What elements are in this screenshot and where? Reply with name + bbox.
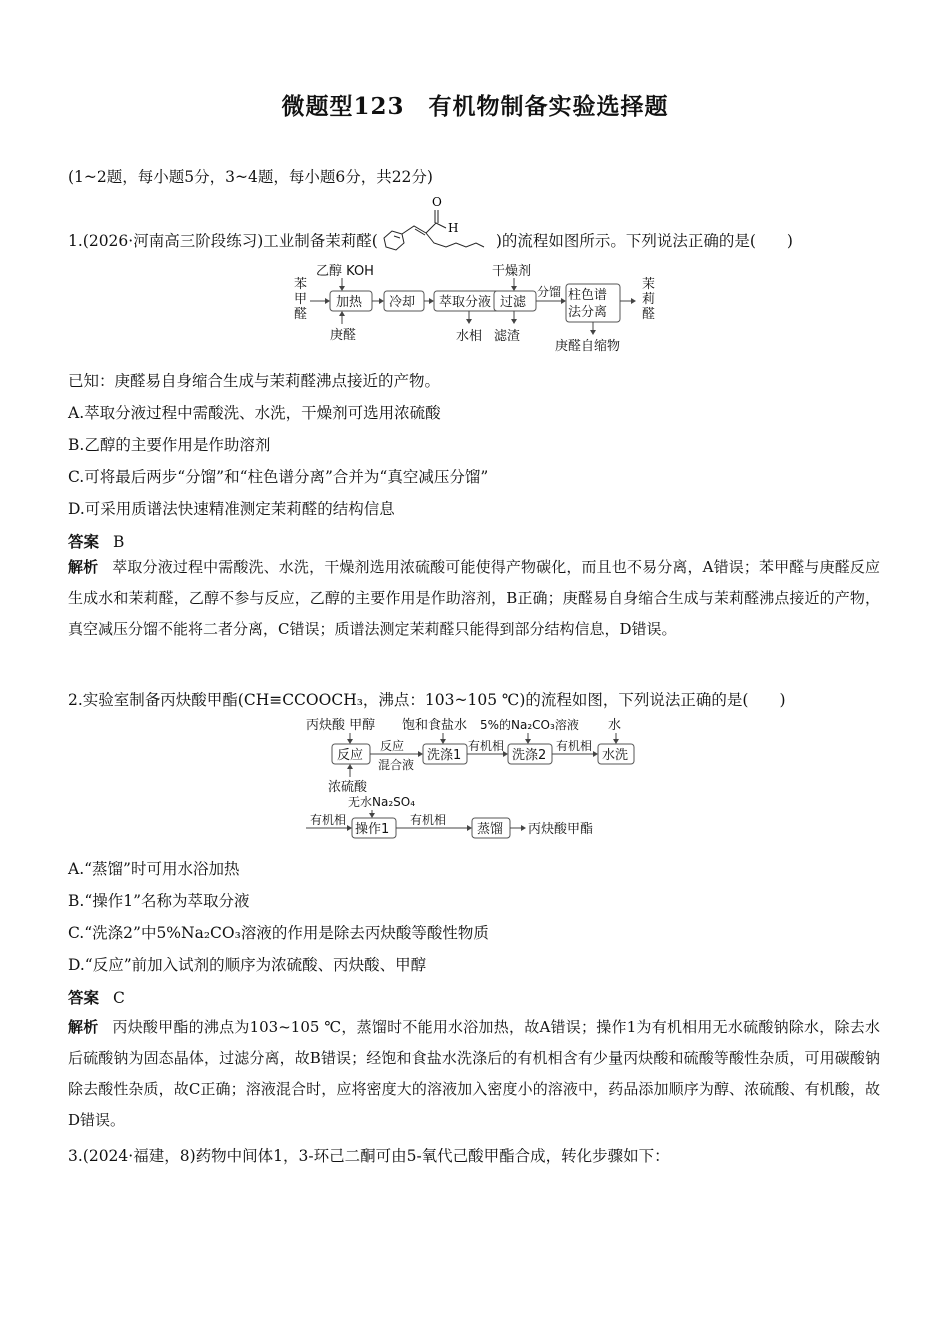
q2-arrow5: 有机相	[410, 813, 447, 827]
intro-text: (1~2题，每小题5分，3~4题，每小题6分，共22分)	[68, 168, 433, 186]
q1-stem-pre: 1.(2026·河南高三阶段练习)工业制备茉莉醛(	[68, 232, 378, 250]
q1-box-extract-label: 萃取分液	[439, 295, 492, 310]
q1-top-reagents: 乙醇 KOH	[316, 264, 374, 279]
q1-option-d: D.可采用质谱法快速精准测定茉莉醛的结构信息	[68, 500, 395, 518]
q2-box-waterwash-label: 水洗	[602, 748, 629, 763]
q1-drying-agent: 干燥剂	[492, 264, 532, 279]
q1-box-column-l2: 法分离	[568, 305, 608, 320]
q2-box-wash1-label: 洗涤1	[427, 748, 462, 763]
q1-bottom-reagent: 庚醛	[330, 328, 357, 343]
q2-analysis-label: 解析	[68, 1018, 99, 1036]
q2-arrow3: 有机相	[556, 739, 593, 753]
q1-stem	[68, 195, 793, 251]
q1-flow-diagram	[280, 258, 680, 358]
q1-box-column-l1: 柱色谱	[568, 288, 608, 303]
q1-arrow-distill: 分馏	[537, 285, 562, 299]
q1-filter-residue: 滤渣	[494, 329, 521, 344]
q2-arrow2: 有机相	[468, 739, 505, 753]
struct-h-label: H	[447, 221, 459, 235]
q2-top3: 5%的Na₂CO₃溶液	[480, 718, 579, 732]
q1-answer	[68, 530, 124, 552]
q2-option-a: A.“蒸馏”时可用水浴加热	[68, 860, 240, 878]
q2-conc-sulfuric: 浓硫酸	[328, 780, 368, 795]
q1-answer-value: B	[113, 533, 125, 551]
q2-top2: 饱和食盐水	[402, 718, 468, 733]
q2-arrow1-bottom: 混合液	[378, 758, 415, 772]
struct-o-label: O	[431, 195, 442, 209]
q1-input-benzaldehyde: 苯甲醛	[294, 277, 308, 322]
q2-analysis-text: 丙炔酸甲酯的沸点为103~105 ℃，蒸馏时不能用水浴加热，故A错误；操作1为有机相用无水硫酸钠除水，除去水后硫酸钠为固态晶体，过滤分离，故B错误；经饱和食盐水洗涤后的有机相含有少量丙炔酸和硫酸等酸性杂质，可用碳酸钠除去酸性杂质，故C正确；溶液混合时，应将密度大的溶液加入密度小的溶液中，药品添加顺序为醇、浓硫酸、有机酸，故D错误。	[68, 1018, 880, 1129]
q2-answer	[68, 986, 125, 1008]
q2-option-b: B.“操作1”名称为萃取分液	[68, 892, 250, 910]
page-title: 微题型123 有机物制备实验选择题	[281, 93, 669, 120]
q2-answer-label: 答案	[68, 988, 100, 1007]
q1-option-b: B.乙醇的主要作用是作助溶剂	[68, 436, 271, 454]
q1-option-a: A.萃取分液过程中需酸洗、水洗，干燥剂可选用浓硫酸	[68, 404, 441, 422]
q1-box-cool-label: 冷却	[389, 295, 416, 310]
q2-flow-diagram	[300, 713, 640, 843]
q2-anhydrous-reagent: 无水Na₂SO₄	[348, 795, 416, 809]
q1-analysis-label: 解析	[68, 558, 99, 576]
q2-top4: 水	[608, 718, 622, 733]
q1-analysis-text: 萃取分液过程中需酸洗、水洗，干燥剂选用浓硫酸可能使得产物碳化，而且也不易分离，A错误；苯甲醛与庚醛反应生成水和茉莉醛，乙醇不参与反应，乙醇的主要作用是作助溶剂，B正确；庚醛易自身缩合生成与茉莉醛沸点接近的产物，真空减压分馏不能将二者分离，C错误；质谱法测定茉莉醛只能得到部分结构信息，D错误。	[68, 558, 880, 638]
q2-answer-value: C	[113, 989, 125, 1007]
q1-stem-post: )的流程如图所示。下列说法正确的是( )	[495, 232, 793, 250]
q1-option-c: C.可将最后两步“分馏”和“柱色谱分离”合并为“真空减压分馏”	[68, 468, 489, 486]
q2-row2-in: 有机相	[310, 813, 347, 827]
q2-product: 丙炔酸甲酯	[528, 822, 594, 837]
q1-answer-label: 答案	[68, 532, 100, 551]
q2-box-distill-label: 蒸馏	[477, 822, 504, 837]
q2-arrow1-top: 反应	[380, 739, 405, 753]
q1-heptanal-self: 庚醛自缩物	[555, 339, 621, 354]
q2-box-op1-label: 操作1	[355, 822, 390, 837]
q2-option-d: D.“反应”前加入试剂的顺序为浓硫酸、丙炔酸、甲醇	[68, 956, 427, 974]
q2-top1: 丙炔酸 甲醇	[306, 718, 376, 733]
q1-known: 已知：庚醛易自身缩合生成与茉莉醛沸点接近的产物。	[68, 372, 441, 390]
q2-stem: 2.实验室制备丙炔酸甲酯(CH≡CCOOCH₃，沸点：103~105 ℃)的流程如图，下列说法正确的是( )	[68, 691, 786, 709]
q2-option-c: C.“洗涤2”中5%Na₂CO₃溶液的作用是除去丙炔酸等酸性物质	[68, 924, 489, 942]
q1-water-phase: 水相	[456, 329, 483, 344]
q1-analysis	[68, 552, 880, 645]
q1-box-filter-label: 过滤	[500, 295, 527, 310]
q1-product: 茉莉醛	[642, 277, 656, 322]
q2-box-wash2-label: 洗涤2	[512, 748, 547, 763]
q1-box-heat-label: 加热	[336, 295, 363, 310]
q3-stem: 3.(2024·福建，8)药物中间体1，3-环己二酮可由5-氧代己酸甲酯合成，转化步骤如下：	[68, 1147, 670, 1165]
jasminaldehyde-structure	[378, 195, 496, 246]
q2-box-react-label: 反应	[337, 748, 364, 763]
q2-analysis	[68, 1012, 880, 1136]
